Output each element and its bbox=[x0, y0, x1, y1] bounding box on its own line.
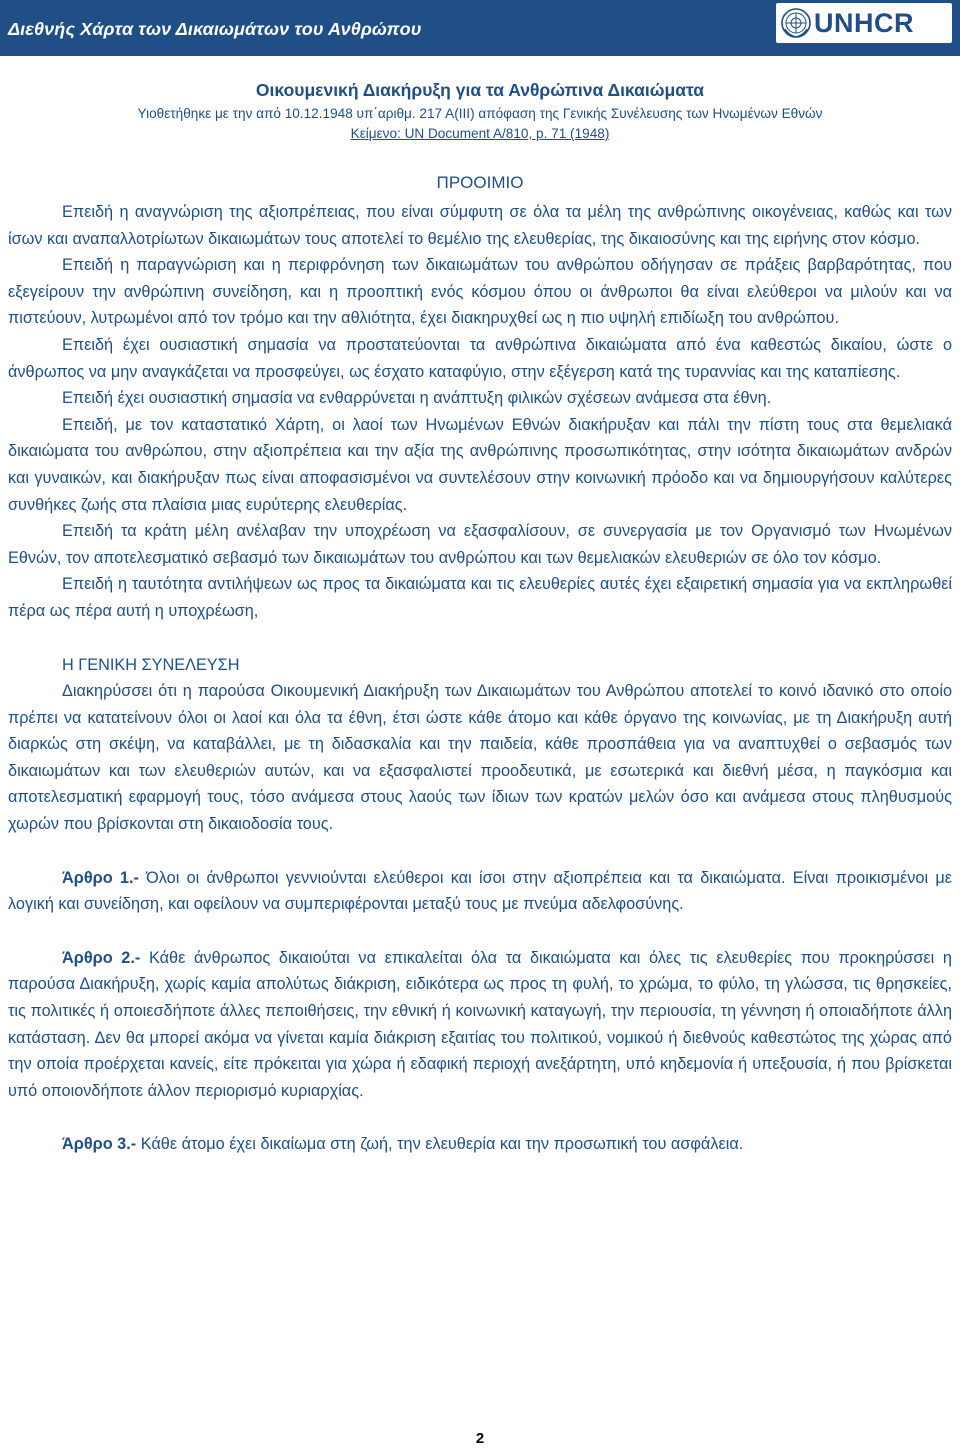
preamble-paragraph: Επειδή τα κράτη μέλη ανέλαβαν την υποχρέωση να εξασφαλίσουν, σε συνεργασία με τον Οργανισμό των Ηνωμένων Εθνών, τον αποτελεσματικό σεβασμό των δικαιωμάτων του ανθρώπου και των θεμελιακών ελευθεριών σε όλο τον κόσμο. bbox=[8, 522, 952, 567]
general-assembly-heading: Η ΓΕΝΙΚΗ ΣΥΝΕΛΕΥΣΗ bbox=[62, 655, 240, 674]
page-number: 2 bbox=[475, 1430, 485, 1447]
document-title: Οικουμενική Διακήρυξη για τα Ανθρώπινα Δικαιώματα bbox=[255, 80, 705, 100]
article-text: Όλοι οι άνθρωποι γεννιούνται ελεύθεροι και ίσοι στην αξιοπρέπεια και τα δικαιώματα. Είναι προικισμένοι με λογική και συνείδηση, και οφείλουν να συμπεριφέρονται μεταξύ τους με πνεύμα αδελφοσύνης. bbox=[8, 868, 952, 914]
preamble-paragraph: Επειδή η ταυτότητα αντιλήψεων ως προς τα δικαιώματα και τις ελευθερίες αυτές έχει εξαιρετική σημασία για να εκπληρωθεί πέρα ως πέρα αυτή η υποχρέωση, bbox=[8, 575, 952, 620]
logo-text: UNHCR bbox=[814, 8, 914, 38]
preamble-paragraph: Επειδή η αναγνώριση της αξιοπρέπειας, που είναι σύμφυτη σε όλα τα μέλη της ανθρώπινης οικογένειας, καθώς και των ίσων και αναπαλλοτρίωτων δικαιωμάτων τους αποτελεί το θεμέλιο της ελευθερίας, της δικαιοσύνης και της ειρήνης στον κόσμο. bbox=[8, 203, 952, 248]
un-emblem-icon bbox=[780, 7, 812, 39]
document-subtitle: Υιοθετήθηκε με την από 10.12.1948 υπ΄αριθμ. 217 Α(ΙΙΙ) απόφαση της Γενικής Συνέλευσης των Ηνωμένων Εθνών bbox=[137, 106, 823, 121]
proclamation-paragraph: Διακηρύσσει ότι η παρούσα Οικουμενική Διακήρυξη των Δικαιωμάτων του Ανθρώπου αποτελεί το κοινό ιδανικό στο οποίο πρέπει να κατατείνουν όλοι οι λαοί και όλα τα έθνη, έτσι ώστε κάθε άτομο και κάθε όργανο της κοινωνίας, με τη Διακήρυξη αυτή διαρκώς στη σκέψη, να καταβάλλει, με τη διδασκαλία και την παιδεία, κάθε προσπάθεια για να αναπτυχθεί ο σεβασμός των δικαιωμάτων και των ελευθεριών αυτών, και να εξασφαλιστεί προοδευτικά, με εσωτερικά και διεθνή μέσα, η παγκόσμια και αποτελεσματική εφαρμογή τους, τόσο ανάμεσα στους λαούς των ίδιων των κρατών μελών όσο και ανάμεσα στους πληθυσμούς χωρών που βρίσκονται στη δικαιοδοσία τους. bbox=[8, 682, 952, 834]
preamble-paragraph: Επειδή έχει ουσιαστική σημασία να ενθαρρύνεται η ανάπτυξη φιλικών σχέσεων ανάμεσα στα έθνη. bbox=[62, 389, 772, 408]
preamble-paragraph: Επειδή έχει ουσιαστική σημασία να προστατεύονται τα ανθρώπινα δικαιώματα από ένα καθεστώς δικαίου, ώστε ο άνθρωπος να μην αναγκάζεται να προσφεύγει, ως έσχατο καταφύγιο, στην εξέγερση κατά της τυραννίας και της καταπίεσης. bbox=[8, 335, 952, 381]
unhcr-logo bbox=[776, 3, 952, 43]
article-3 bbox=[8, 1131, 952, 1158]
article-2 bbox=[8, 945, 952, 1105]
document-source-text: Κείμενο: UN Document A/810, p. 71 (1948) bbox=[350, 126, 610, 141]
article-title: Άρθρο 2.- bbox=[62, 948, 141, 967]
article-text: Κάθε άτομο έχει δικαίωμα στη ζωή, την ελευθερία και την προσωπική του ασφάλεια. bbox=[136, 1135, 744, 1154]
preamble-heading: ΠΡΟΟΙΜΙΟ bbox=[436, 173, 524, 192]
article-text: Κάθε άνθρωπος δικαιούται να επικαλείται όλα τα δικαιώματα και όλες τις ελευθερίες που προκηρύσσει η παρούσα Διακήρυξη, χωρίς καμία απολύτως διάκριση, ειδικότερα ως προς τη φυλή, το χρώμα, το φύλο, τη γλώσσα, τις θρησκείες, τις πολιτικές ή οποιεσδήποτε άλλες πεποιθήσεις, την εθνική ή κοινωνική καταγωγή, την περιουσία, τη γέννηση ή οποιαδήποτε άλλη κατάσταση. Δεν θα μπορεί ακόμα να γίνεται καμία διάκριση εξαιτίας του πολιτικού, νομικού ή διεθνούς καθεστώτος της χώρας από την οποία προέρχεται κανείς, είτε πρόκειται για χώρα ή εδαφική περιοχή ανεξάρτητη, υπό κηδεμονία ή υπεξουσία, ή που βρίσκεται υπό οποιονδήποτε άλλον περιορισμό κυριαρχίας. bbox=[8, 948, 952, 1100]
document-body bbox=[8, 199, 952, 1158]
header-title: Διεθνής Χάρτα των Δικαιωμάτων του Ανθρώπου bbox=[8, 19, 422, 39]
article-1 bbox=[8, 865, 952, 918]
header-bar bbox=[0, 0, 960, 56]
preamble-paragraph: Επειδή η παραγνώριση και η περιφρόνηση των δικαιωμάτων του ανθρώπου οδήγησαν σε πράξεις βαρβαρότητας, που εξεγείρουν την ανθρώπινη συνείδηση, και η προοπτική ενός κόσμου όπου οι άνθρωποι θα είναι ελεύθεροι να μιλούν και να πιστεύουν, λυτρωμένοι από τον τρόμο και την αθλιότητα, έχει διακηρυχθεί ως η πιο υψηλή επιδίωξη του ανθρώπου. bbox=[8, 256, 952, 328]
preamble-paragraph: Επειδή, με τον καταστατικό Χάρτη, οι λαοί των Ηνωμένων Εθνών διακήρυξαν και πάλι την πίστη τους στα θεμελιακά δικαιώματα του ανθρώπου, στην αξιοπρέπεια και την αξία της ανθρώπινης προσωπικότητας, στην ισότητα δικαιωμάτων ανδρών και γυναικών, και διακήρυξαν πως είναι αποφασισμένοι να συντελέσουν στην κοινωνική πρόοδο και να δημιουργήσουν καλύτερες συνθήκες ζωής στα πλαίσια μιας ευρύτερης ελευθερίας. bbox=[8, 415, 952, 514]
document-source bbox=[0, 126, 960, 141]
article-title: Άρθρο 1.- bbox=[62, 868, 139, 887]
article-title: Άρθρο 3.- bbox=[62, 1135, 137, 1154]
